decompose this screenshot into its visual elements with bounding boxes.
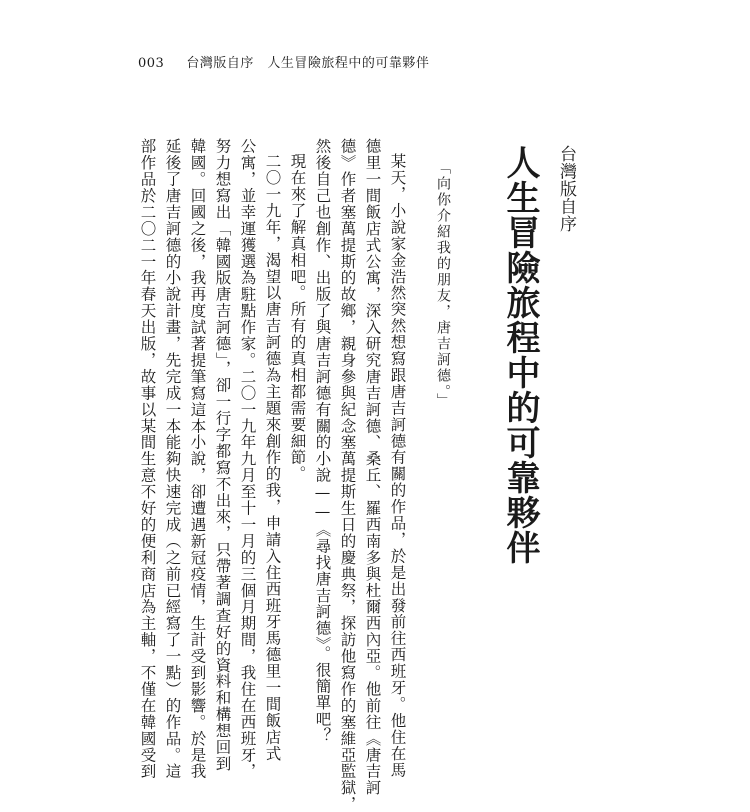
body-line: 韓國。回國之後，我再度試著提筆寫這本小說，卻遭遇新冠疫情，生計受到影響。於是我 [188, 138, 207, 780]
body-line: 然後自己也創作、出版了與唐吉訶德有關的小說——《尋找唐吉訶德》。很簡單吧？ [313, 138, 332, 744]
chapter-title: 人生冒險旅程中的可靠夥伴 [500, 145, 540, 565]
body-line: 努力想寫出「韓國版唐吉訶德」，卻一行字都寫不出來，只帶著調查好的資料和構想回到 [213, 138, 232, 772]
running-header [138, 52, 429, 71]
body-line: 部作品於二〇二一年春天出版，故事以某間生意不好的便利商店為主軸，不僅在韓國受到 [138, 138, 157, 780]
body-line: 德里一間飯店式公寓，深入研究唐吉訶德、桑丘、羅西南多與杜爾西內亞。他前往《唐吉訶 [363, 138, 382, 796]
chapter-kicker: 台灣版自序 [556, 145, 576, 233]
body-line: 現在來了解真相吧。所有的真相都需要細節。 [288, 153, 307, 482]
running-title: 台灣版自序 人生冒險旅程中的可靠夥伴 [186, 56, 430, 71]
dedication-quote: 「向你介紹我的朋友，唐吉訶德。」 [435, 160, 451, 409]
body-line: 延後了唐吉訶德的小說計畫，先完成一本能夠快速完成（之前已經寫了一點）的作品。這 [163, 138, 182, 780]
body-line: 公寓，並幸運獲選為駐點作家。二〇一九年九月至十一月的三個月期間，我住在西班牙， [238, 138, 257, 780]
body-line: 某天，小說家金浩然突然想寫跟唐吉訶德有關的作品，於是出發前往西班牙。他住在馬 [388, 153, 407, 779]
body-line: 德》作者塞萬提斯的故鄉，親身參與紀念塞萬提斯生日的慶典祭，探訪他寫作的塞維亞監獄， [338, 138, 357, 812]
body-line: 二〇一九年，渴望以唐吉訶德為主題來創作的我，申請入住西班牙馬德里一間飯店式 [263, 153, 282, 762]
page-number: 003 [138, 56, 165, 71]
